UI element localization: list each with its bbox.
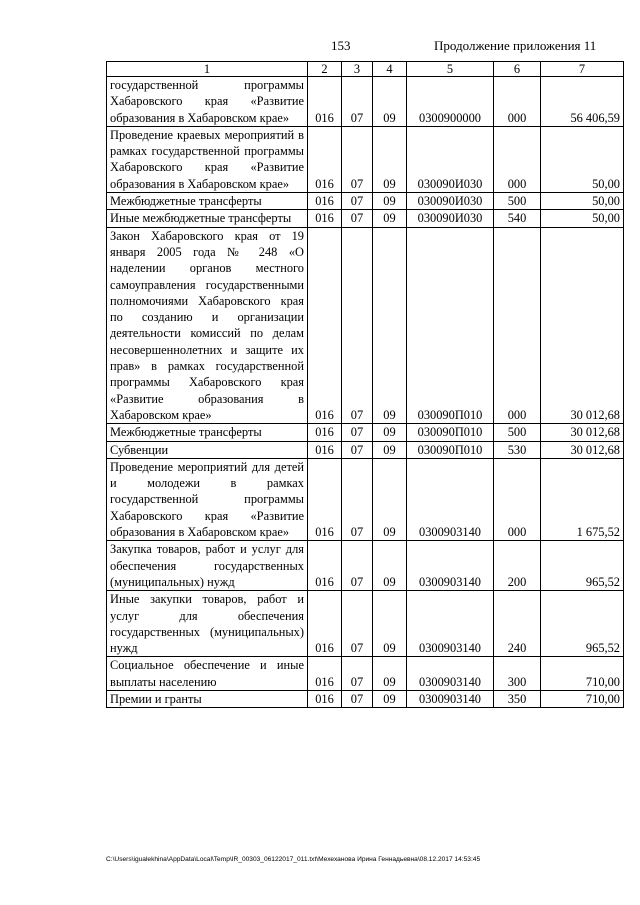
chapter-code: 016 — [308, 458, 342, 540]
expense-type-code: 300 — [494, 657, 541, 691]
table-row — [107, 193, 624, 210]
target-article-code: 030090П010 — [407, 424, 494, 441]
subsection-code: 09 — [373, 541, 407, 591]
table-row — [107, 126, 624, 192]
amount: 710,00 — [541, 657, 624, 691]
target-article-code: 030090И030 — [407, 126, 494, 192]
subsection-code: 09 — [373, 227, 407, 424]
column-number-row — [107, 62, 624, 77]
target-article-code: 0300903140 — [407, 458, 494, 540]
amount: 965,52 — [541, 541, 624, 591]
section-code: 07 — [342, 458, 373, 540]
expense-type-code: 000 — [494, 77, 541, 127]
line-item-name: Проведение мероприятий для детей и молодежи в рамках государственной программы Хабаровского края «Развитие образования в Хабаровском крае» — [107, 458, 308, 540]
column-header: 7 — [541, 62, 624, 77]
line-item-name: Закупка товаров, работ и услуг для обеспечения государственных (муниципальных) нужд — [107, 541, 308, 591]
subsection-code: 09 — [373, 441, 407, 458]
chapter-code: 016 — [308, 657, 342, 691]
chapter-code: 016 — [308, 210, 342, 227]
column-header: 6 — [494, 62, 541, 77]
expense-type-code: 240 — [494, 591, 541, 657]
section-code: 07 — [342, 657, 373, 691]
subsection-code: 09 — [373, 424, 407, 441]
target-article-code: 030090И030 — [407, 210, 494, 227]
line-item-name: Проведение краевых мероприятий в рамках государственной программы Хабаровского края «Развитие образования в Хабаровском крае» — [107, 126, 308, 192]
expense-type-code: 500 — [494, 424, 541, 441]
expense-type-code: 540 — [494, 210, 541, 227]
table-row — [107, 657, 624, 691]
target-article-code: 0300900000 — [407, 77, 494, 127]
amount: 56 406,59 — [541, 77, 624, 127]
table-row — [107, 77, 624, 127]
chapter-code: 016 — [308, 227, 342, 424]
line-item-name: государственной программы Хабаровского края «Развитие образования в Хабаровском крае» — [107, 77, 308, 127]
chapter-code: 016 — [308, 126, 342, 192]
column-header: 5 — [407, 62, 494, 77]
section-code: 07 — [342, 210, 373, 227]
line-item-name: Иные межбюджетные трансферты — [107, 210, 308, 227]
appendix-label: Продолжение приложения 11 — [434, 38, 597, 53]
expense-type-code: 350 — [494, 690, 541, 707]
table-row — [107, 690, 624, 707]
amount: 30 012,68 — [541, 424, 624, 441]
target-article-code: 030090П010 — [407, 441, 494, 458]
section-code: 07 — [342, 591, 373, 657]
amount: 30 012,68 — [541, 441, 624, 458]
table-row — [107, 541, 624, 591]
target-article-code: 030090И030 — [407, 193, 494, 210]
section-code: 07 — [342, 441, 373, 458]
target-article-code: 0300903140 — [407, 690, 494, 707]
line-item-name: Межбюджетные трансферты — [107, 193, 308, 210]
section-code: 07 — [342, 424, 373, 441]
table-row — [107, 441, 624, 458]
amount: 50,00 — [541, 126, 624, 192]
chapter-code: 016 — [308, 591, 342, 657]
target-article-code: 0300903140 — [407, 657, 494, 691]
line-item-name: Субвенции — [107, 441, 308, 458]
chapter-code: 016 — [308, 77, 342, 127]
chapter-code: 016 — [308, 690, 342, 707]
amount: 30 012,68 — [541, 227, 624, 424]
expense-type-code: 530 — [494, 441, 541, 458]
column-header: 4 — [373, 62, 407, 77]
section-code: 07 — [342, 126, 373, 192]
line-item-name: Межбюджетные трансферты — [107, 424, 308, 441]
amount: 710,00 — [541, 690, 624, 707]
expense-type-code: 000 — [494, 227, 541, 424]
target-article-code: 0300903140 — [407, 541, 494, 591]
line-item-name: Иные закупки товаров, работ и услуг для обеспечения государственных (муниципальных) нужд — [107, 591, 308, 657]
subsection-code: 09 — [373, 657, 407, 691]
expense-type-code: 000 — [494, 126, 541, 192]
subsection-code: 09 — [373, 77, 407, 127]
target-article-code: 030090П010 — [407, 227, 494, 424]
subsection-code: 09 — [373, 690, 407, 707]
table-row — [107, 424, 624, 441]
table-row — [107, 210, 624, 227]
subsection-code: 09 — [373, 210, 407, 227]
amount: 1 675,52 — [541, 458, 624, 540]
budget-table — [106, 61, 624, 708]
subsection-code: 09 — [373, 458, 407, 540]
section-code: 07 — [342, 193, 373, 210]
column-header: 1 — [107, 62, 308, 77]
table-row — [107, 591, 624, 657]
column-header: 3 — [342, 62, 373, 77]
expense-type-code: 200 — [494, 541, 541, 591]
page-number: 153 — [331, 38, 351, 53]
amount: 965,52 — [541, 591, 624, 657]
column-header: 2 — [308, 62, 342, 77]
expense-type-code: 000 — [494, 458, 541, 540]
subsection-code: 09 — [373, 193, 407, 210]
chapter-code: 016 — [308, 541, 342, 591]
chapter-code: 016 — [308, 424, 342, 441]
subsection-code: 09 — [373, 126, 407, 192]
line-item-name: Премии и гранты — [107, 690, 308, 707]
section-code: 07 — [342, 77, 373, 127]
target-article-code: 0300903140 — [407, 591, 494, 657]
table-row — [107, 227, 624, 424]
chapter-code: 016 — [308, 441, 342, 458]
line-item-name: Закон Хабаровского края от 19 января 2005 года № 248 «О наделении органов местного самоуправления государственными полномочиями Хабаровского края по созданию и организации деятельности комиссий по делам несовершеннолетних и защите их прав» в рамках государственной программы Хабаровского края «Развитие образования в Хабаровском крае» — [107, 227, 308, 424]
table-row — [107, 458, 624, 540]
section-code: 07 — [342, 541, 373, 591]
amount: 50,00 — [541, 210, 624, 227]
line-item-name: Социальное обеспечение и иные выплаты населению — [107, 657, 308, 691]
chapter-code: 016 — [308, 193, 342, 210]
expense-type-code: 500 — [494, 193, 541, 210]
subsection-code: 09 — [373, 591, 407, 657]
section-code: 07 — [342, 227, 373, 424]
amount: 50,00 — [541, 193, 624, 210]
section-code: 07 — [342, 690, 373, 707]
footer-file-path: C:\Users\igualekhina\AppData\Local\Temp\IR_00303_06122017_011.txt\Мехеханова Ирина Геннадьевна\08.12.2017 14:53:45 — [106, 856, 481, 863]
